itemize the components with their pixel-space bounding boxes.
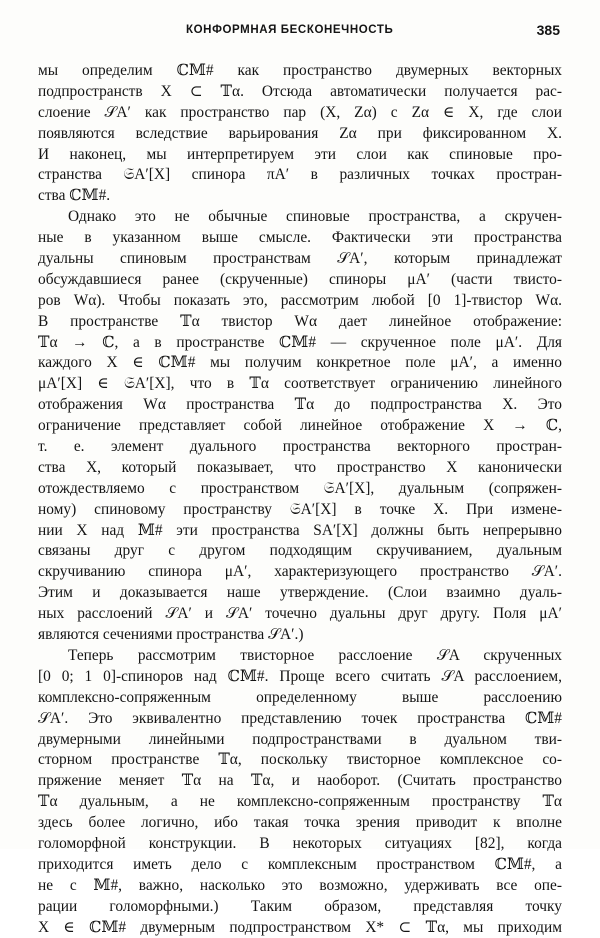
text-line: каждого X ∈ ℂ𝕄# мы получим конкретное поле μA′, а именно (38, 354, 562, 372)
text-line: пряжение меняет 𝕋α на 𝕋α, и наоборот. (Считать пространство (38, 772, 562, 790)
text-line: ства ℂ𝕄#. (38, 187, 111, 205)
text-line: связаны друг с другом подходящим скручиванием, дуальным (38, 542, 562, 560)
text-line: 𝕋α → ℂ, а в пространстве ℂ𝕄# — скрученное поле μA′. Для (38, 333, 562, 351)
text-line: 𝒮A′. Это эквивалентно представлению точек пространства ℂ𝕄# (38, 709, 562, 727)
text-line: комплексно-сопряженным определенному выше расслоению (38, 688, 562, 706)
text-line: странства 𝔖A′[X] спинора πA′ в различных точках простран- (38, 166, 562, 184)
text-line: нии X над 𝕄# эти пространства SA′[X] должны быть непрерывно (38, 521, 562, 539)
running-title: КОНФОРМНАЯ БЕСКОНЕЧНОСТЬ (186, 24, 394, 36)
text-line: голоморфной конструкции. В некоторых ситуациях [82], когда (38, 834, 562, 852)
text-line: В пространстве 𝕋α твистор Wα дает линейное отображение: (38, 312, 562, 330)
text-line: дуальны спиновым пространствам 𝒮A′, которым принадлежат (38, 250, 562, 268)
text-line: отождествляемо с пространством 𝔖A′[X], дуальным (сопряжен- (38, 479, 562, 497)
text-line: рации голоморфными.) Таким образом, представляя точку (38, 897, 562, 915)
text-line: скручиванию спинора μA′, характеризующего пространство 𝒮A′. (38, 563, 562, 581)
text-line: двумерными линейными подпространствами в дуальном тви- (38, 730, 562, 748)
text-line: [0 0; 1 0]-спиноров над ℂ𝕄#. Проще всего считать 𝒮A расслоением, (38, 667, 562, 685)
text-line: X ∈ ℂ𝕄# двумерным подпространством X* ⊂ 𝕋α, мы приходим (38, 918, 562, 936)
text-line: обсуждавшиеся ранее (скрученные) спиноры μA′ (части твисто- (38, 270, 562, 288)
text-line: μA′[X] ∈ 𝔖A′[X], что в 𝕋α соответствует ограничению линейного (38, 375, 562, 393)
body-text (38, 61, 562, 938)
text-line: сторном пространстве 𝕋α, поскольку твисторное комплексное со- (38, 751, 562, 769)
text-line: Однако это не обычные спиновые пространства, а скручен- (68, 208, 562, 226)
text-line: слоение 𝒮A′ как пространство пар (X, Zα) с Zα ∈ X, где слои (38, 103, 562, 121)
text-line: не с 𝕄#, важно, насколько это возможно, удерживать все опе- (38, 876, 562, 894)
text-line: подпространств X ⊂ 𝕋α. Отсюда автоматически получается рас- (38, 82, 562, 100)
page-number: 385 (536, 22, 560, 38)
text-line: ному) спиновому пространству 𝔖A′[X] в точке X. При измене- (38, 500, 562, 518)
text-line: появляются вследствие варьирования Zα при фиксированном X. (38, 124, 562, 142)
text-line: ограничение представляет собой линейное отображение X → ℂ, (38, 417, 562, 435)
text-line: ных расслоений 𝒮A′ и 𝒮A′ точечно дуальны друг другу. Поля μA′ (38, 605, 562, 623)
text-line: Этим и доказывается наше утверждение. (Слои взаимно дуаль- (38, 584, 562, 602)
text-line: 𝕋α дуальным, а не комплексно-сопряженным пространству 𝕋α (38, 793, 562, 811)
text-line: Теперь рассмотрим твисторное расслоение 𝒮A скрученных (68, 646, 562, 664)
text-line: т. е. элемент дуального пространства векторного простран- (38, 438, 562, 456)
text-line: ства X, который показывает, что пространство X канонически (38, 458, 562, 476)
text-line: ные в указанном выше смысле. Фактически эти пространства (38, 229, 562, 247)
page-header (36, 24, 560, 44)
text-line: ров Wα). Чтобы показать это, рассмотрим любой [0 1]-твистор Wα. (38, 291, 562, 309)
text-line: являются сечениями пространства 𝒮A′.) (38, 626, 304, 644)
text-line: здесь более логично, ибо такая точка зрения приводит к вполне (38, 814, 562, 832)
text-line: отображения Wα пространства 𝕋α до подпространства X. Это (38, 396, 562, 414)
text-line: приходится иметь дело с комплексным пространством ℂ𝕄#, а (38, 855, 562, 873)
text-line: мы определим ℂ𝕄# как пространство двумерных векторных (38, 62, 562, 79)
text-line: И наконец, мы интерпретируем эти слои как спиновые про- (38, 145, 562, 163)
